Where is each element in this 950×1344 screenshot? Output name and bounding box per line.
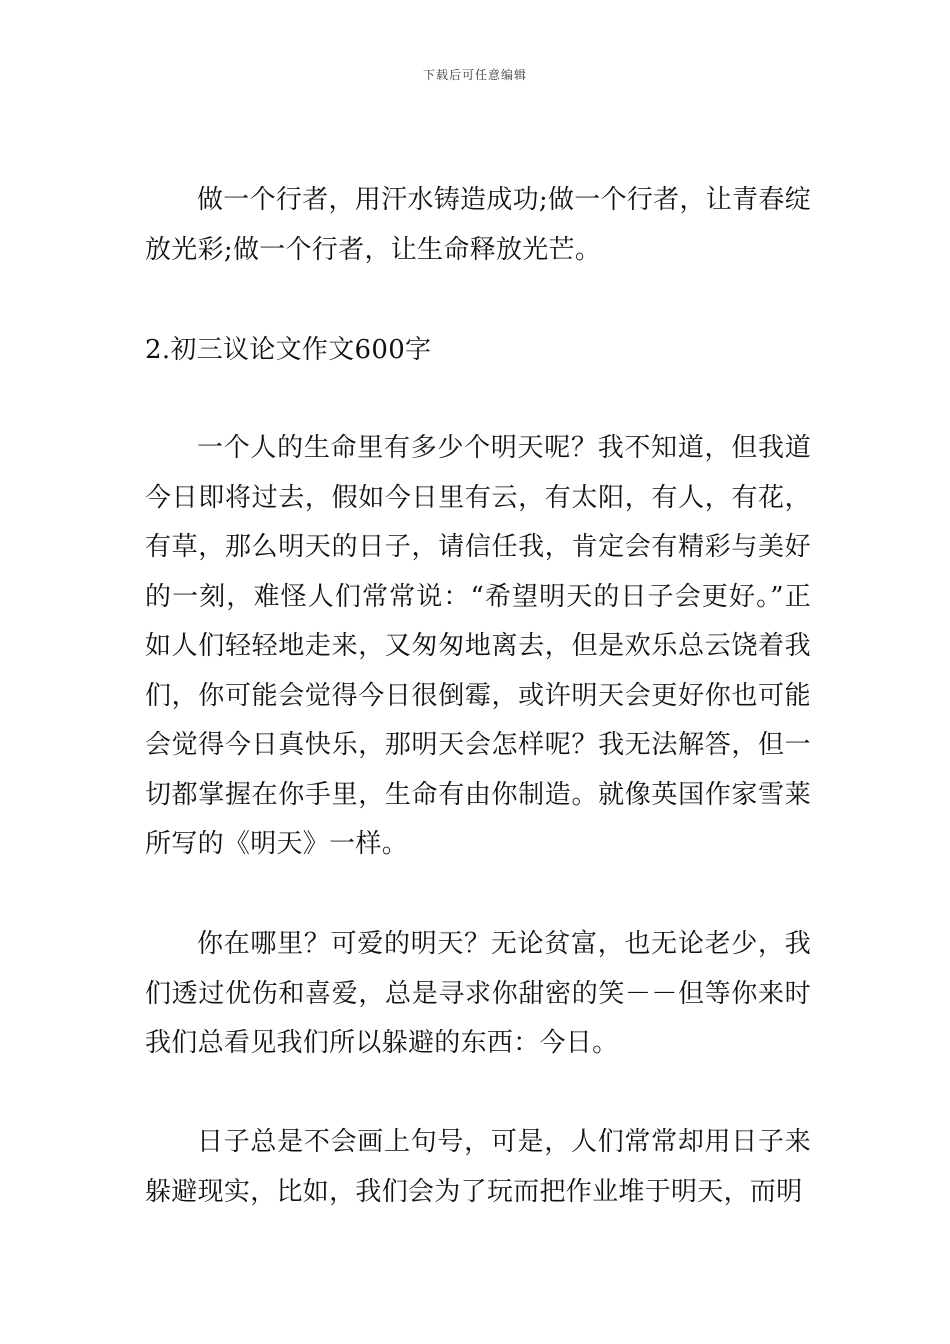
paragraph-3: 你在哪里？可爱的明天？无论贫富，也无论老少，我们透过优伤和喜爱，总是寻求你甜密的笑－－但等你来时我们总看见我们所以躲避的东西：今日。 bbox=[145, 929, 811, 1058]
section-heading: 2.初三议论文作文600字 bbox=[145, 335, 432, 365]
paragraph-1: 做一个行者，用汗水铸造成功;做一个行者，让青春绽放光彩;做一个行者，让生命释放光芒。 bbox=[145, 185, 811, 265]
page-header: 下载后可任意编辑 bbox=[422, 68, 527, 82]
paragraph-4: 日子总是不会画上句号，可是，人们常常却用日子来躲避现实，比如，我们会为了玩而把作业堆于明天，而明 bbox=[145, 1127, 811, 1207]
paragraph-2: 一个人的生命里有多少个明天呢？我不知道，但我道今日即将过去，假如今日里有云，有太阳，有人，有花，有草，那么明天的日子，请信任我，肯定会有精彩与美好的一刻，难怪人们常常说：“希望明天的日子会更好。”正如人们轻轻地走来，又匆匆地离去，但是欢乐总云饶着我们，你可能会觉得今日很倒霉，或许明天会更好你也可能会觉得今日真快乐，那明天会怎样呢？我无法解答，但一切都掌握在你手里，生命有由你制造。就像英国作家雪莱所写的《明天》一样。 bbox=[145, 433, 811, 859]
